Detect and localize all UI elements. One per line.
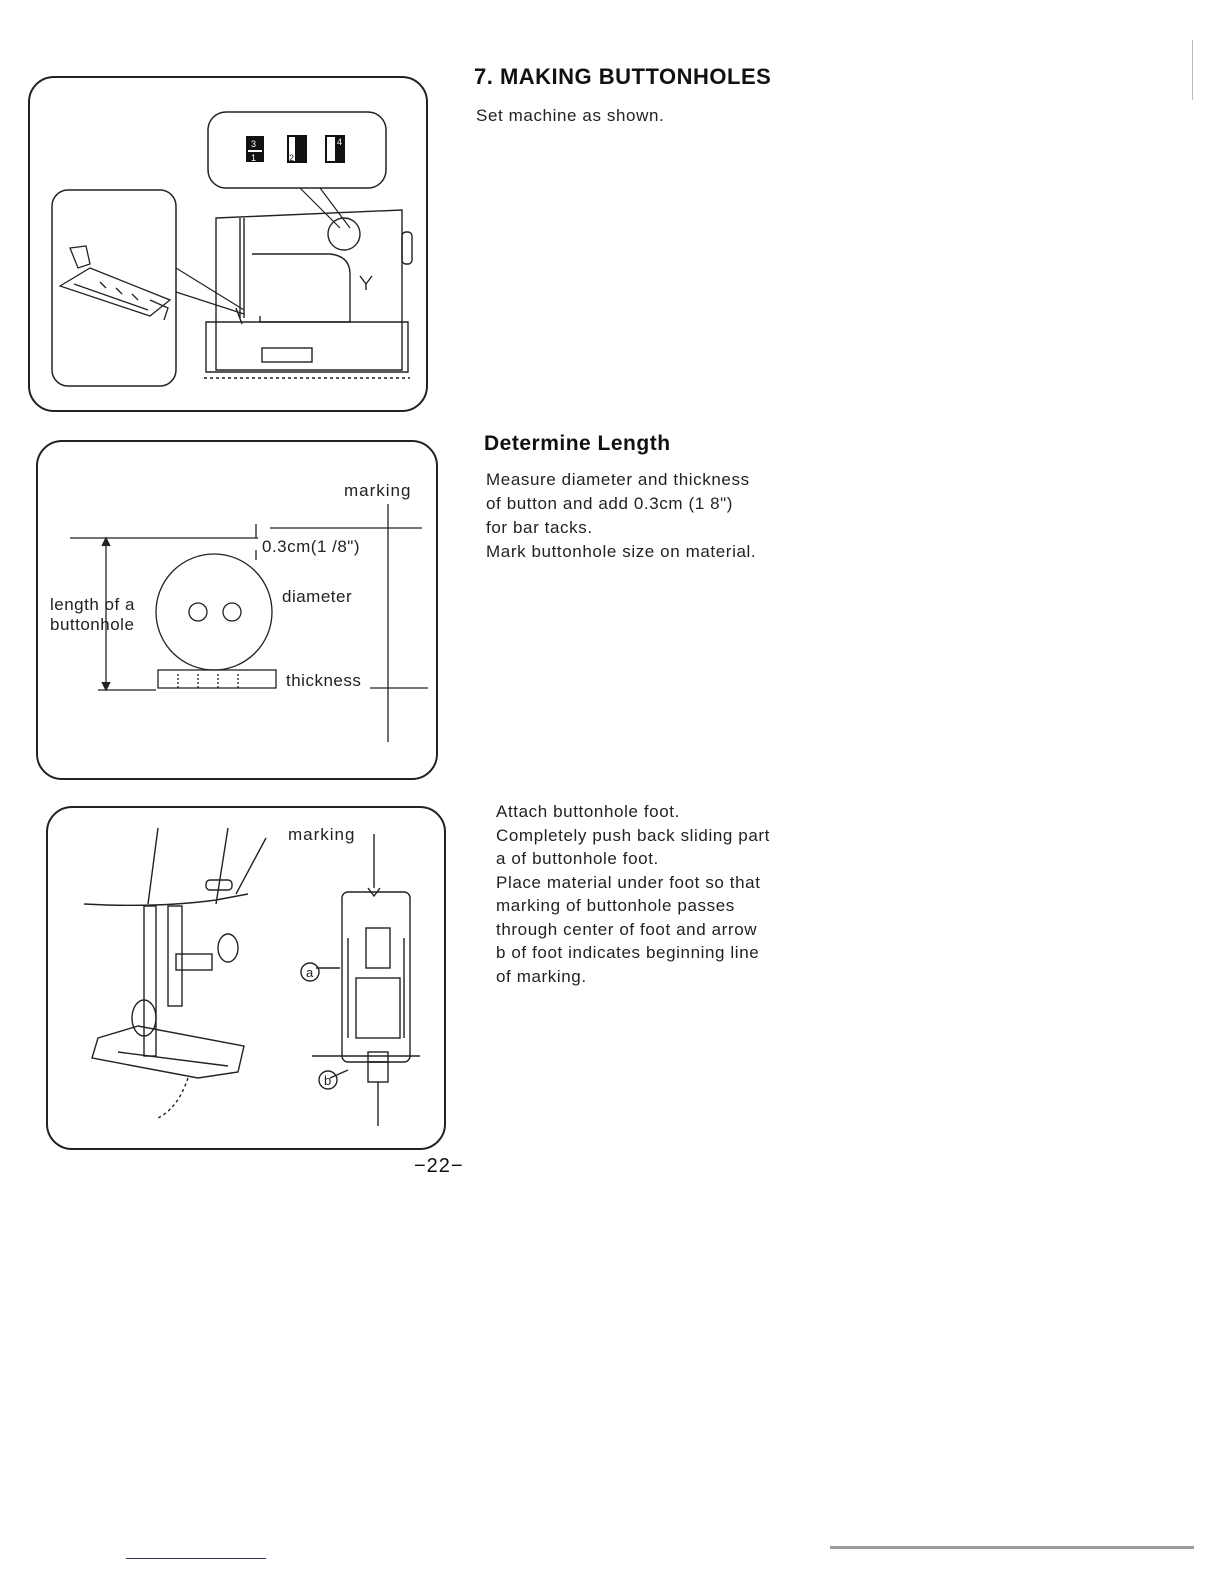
- text-line: of marking.: [496, 966, 587, 986]
- text-line: Mark buttonhole size on material.: [486, 542, 757, 561]
- scan-bottom-line-left: [126, 1558, 266, 1559]
- foot-body-sketch: [92, 1026, 244, 1078]
- text-line: through center of foot and arrow: [496, 919, 758, 939]
- button-circle: [156, 554, 272, 670]
- label-marking: marking: [288, 825, 356, 844]
- svg-text:3: 3: [251, 139, 257, 149]
- label-length-line2: buttonhole: [50, 615, 135, 634]
- figure-buttonhole-foot: [46, 806, 446, 1150]
- text-line: Place material under foot so that: [496, 872, 761, 892]
- text-line: Completely push back sliding part: [496, 825, 770, 845]
- foot-diagram: [48, 808, 448, 1152]
- callout-b: b: [324, 1073, 332, 1088]
- button-thickness-rect: [158, 670, 276, 688]
- scan-edge-line: [1192, 40, 1193, 100]
- buttonhole-foot-sketch: [60, 246, 170, 320]
- text-line: a of buttonhole foot.: [496, 849, 659, 868]
- label-length-line1: length of a: [50, 595, 135, 614]
- sewing-machine-sketch: [204, 210, 412, 378]
- callout-a: a: [306, 965, 314, 980]
- page-number: −22−: [414, 1155, 464, 1177]
- text-line: marking of buttonhole passes: [496, 896, 735, 915]
- determine-length-text: [486, 468, 756, 564]
- figure-button-measurement: [36, 440, 438, 780]
- text-line: of button and add 0.3cm (1 8"): [486, 494, 734, 513]
- label-diameter: diameter: [282, 587, 353, 606]
- text-line: b of foot indicates beginning line: [496, 943, 760, 962]
- dial-setting-icons: [246, 136, 344, 163]
- scan-bottom-line: [830, 1546, 1194, 1549]
- machine-illustration: [30, 78, 430, 414]
- label-allowance: 0.3cm(1 /8"): [262, 537, 361, 556]
- label-thickness: thickness: [286, 671, 362, 690]
- attach-foot-text: [496, 800, 770, 988]
- label-marking: marking: [344, 481, 412, 500]
- text-line: Measure diameter and thickness: [486, 470, 750, 489]
- button-diagram: [38, 442, 440, 782]
- text-line: Attach buttonhole foot.: [496, 802, 680, 821]
- section-title: 7. MAKING BUTTONHOLES: [474, 64, 772, 89]
- determine-length-heading: Determine Length: [484, 432, 671, 455]
- intro-text: Set machine as shown.: [476, 106, 665, 125]
- svg-text:1: 1: [251, 153, 257, 163]
- text-line: for bar tacks.: [486, 518, 593, 537]
- svg-text:2: 2: [289, 153, 295, 163]
- figure-machine-settings: [28, 76, 428, 412]
- svg-text:4: 4: [337, 137, 343, 147]
